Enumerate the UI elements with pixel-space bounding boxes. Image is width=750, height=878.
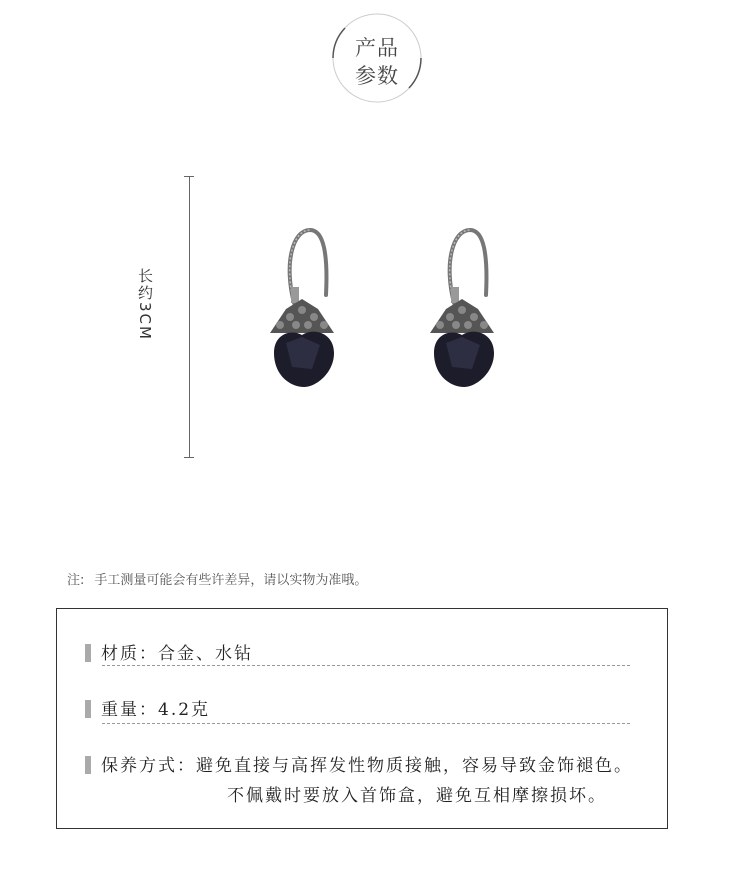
bullet-bar-icon (85, 644, 91, 662)
section-title-badge (331, 12, 423, 104)
note-label: 注: (67, 573, 85, 588)
title-line-1: 产品 (355, 36, 399, 60)
measurement-note (67, 569, 367, 588)
dimension-ruler (180, 176, 200, 460)
earring-image-left (262, 225, 342, 395)
ruler-line (189, 176, 190, 458)
spec-weight-text: 重量：4.2克 (101, 700, 211, 720)
ruler-cap-top (184, 176, 194, 177)
spec-care-text-1: 保养方式：避免直接与高挥发性物质接触，容易导致金饰褪色。 (101, 756, 633, 776)
title-line-2: 参数 (355, 64, 399, 88)
divider (102, 723, 630, 724)
earring-image-right (422, 225, 502, 395)
spec-weight (85, 695, 210, 720)
spec-box (56, 608, 668, 829)
spec-material (85, 639, 253, 664)
note-text: 手工测量可能会有些许差异，请以实物为准哦。 (94, 573, 368, 588)
divider (102, 665, 630, 666)
bullet-bar-icon (85, 756, 91, 774)
bullet-bar-icon (85, 700, 91, 718)
spec-material-text: 材质：合金、水钻 (101, 644, 253, 664)
spec-care-text-2: 不佩戴时要放入首饰盒，避免互相摩擦损坏。 (227, 786, 607, 806)
spec-care (85, 751, 633, 776)
ruler-cap-bottom (184, 457, 194, 458)
dimension-label: 长约3CM (136, 268, 154, 341)
